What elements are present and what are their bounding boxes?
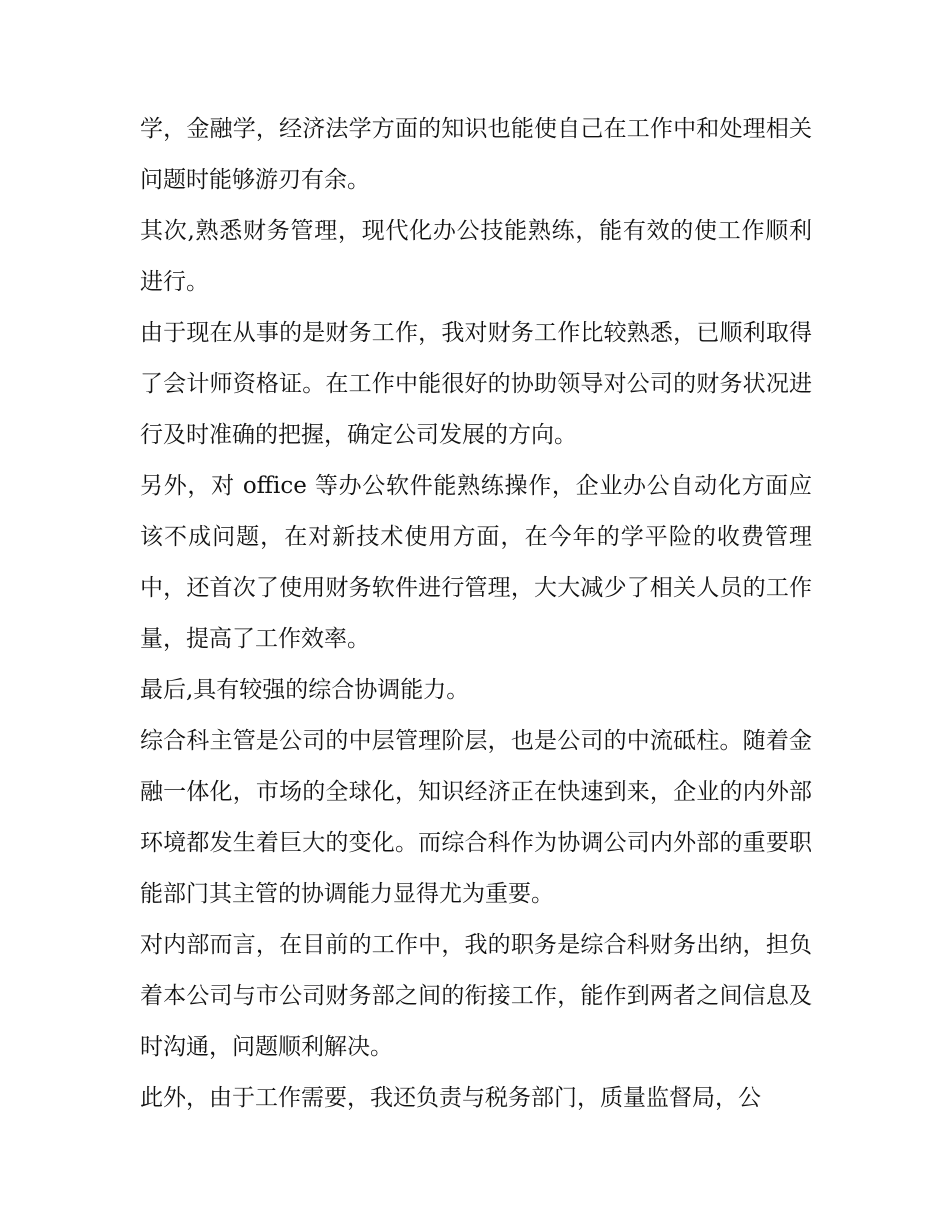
paragraph-3: 由于现在从事的是财务工作，我对财务工作比较熟悉，已顺利取得了会计师资格证。在工作中能很好的协助领导对公司的财务状况进行及时准确的把握，确定公司发展的方向。 [140,320,812,448]
paragraph-6: 综合科主管是公司的中层管理阶层，也是公司的中流砥柱。随着金融一体化，市场的全球化，知识经济正在快速到来，企业的内外部环境都发生着巨大的变化。而综合科作为协调公司内外部的重要职能部门其主管的协调能力显得尤为重要。 [140,728,812,907]
document-body [140,104,812,1124]
paragraph-5: 最后,具有较强的综合协调能力。 [140,677,470,703]
paragraph-8: 此外，由于工作需要，我还负责与税务部门，质量监督局，公 [140,1085,761,1111]
paragraph-4: 另外，对 office 等办公软件能熟练操作，企业办公自动化方面应该不成问题，在对新技术使用方面，在今年的学平险的收费管理中，还首次了使用财务软件进行管理，大大减少了相关人员的工作量，提高了工作效率。 [140,473,812,652]
paragraph-7: 对内部而言，在目前的工作中，我的职务是综合科财务出纳，担负着本公司与市公司财务部之间的衔接工作，能作到两者之间信息及时沟通，问题顺利解决。 [140,932,812,1060]
paragraph-1: 学，金融学，经济法学方面的知识也能使自己在工作中和处理相关问题时能够游刃有余。 [140,116,812,193]
paragraph-2: 其次,熟悉财务管理，现代化办公技能熟练，能有效的使工作顺利进行。 [140,218,812,295]
